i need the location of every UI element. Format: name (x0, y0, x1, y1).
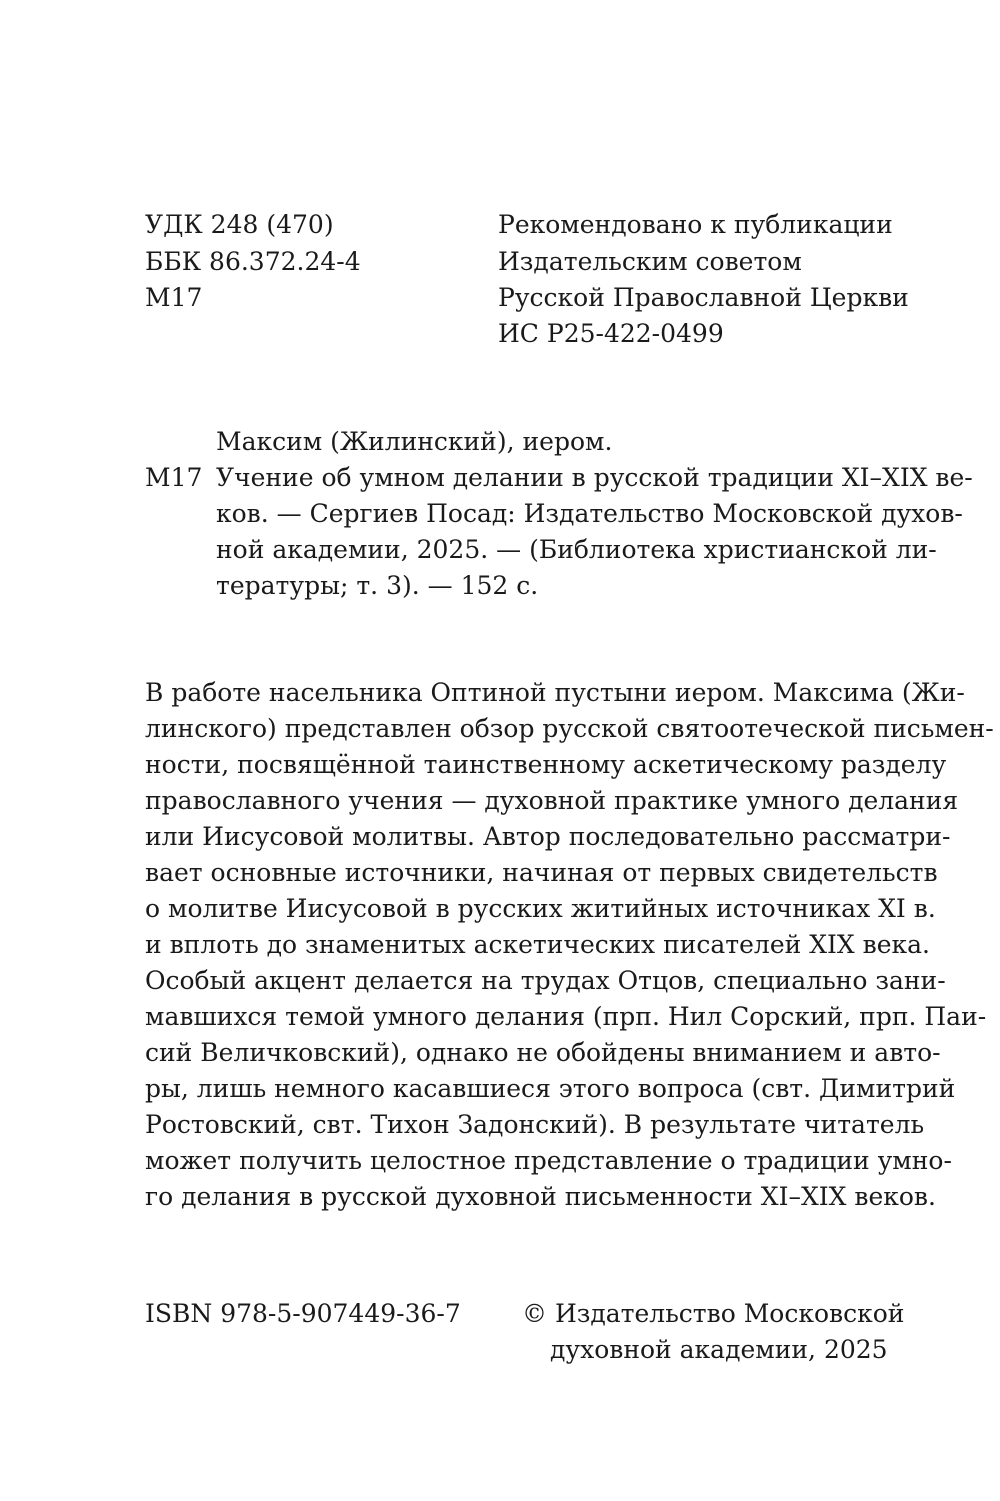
abstract-line: Ростовский, свт. Тихон Задонский). В результате читатель (145, 1110, 925, 1139)
recommendation-line-3: Русской Православной Церкви (498, 283, 909, 312)
abstract-line: ности, посвящённой таинственному аскетическому разделу (145, 750, 947, 779)
bbk-code: ББК 86.372.24-4 (145, 247, 361, 276)
udk-code: УДК 248 (470) (145, 210, 334, 239)
abstract-line: о молитве Иисусовой в русских житийных источниках XI в. (145, 894, 936, 923)
bib-author-line: Максим (Жилинский), иером. (216, 427, 613, 456)
recommendation-number: ИС Р25-422-0499 (498, 319, 724, 348)
abstract-line: может получить целостное представление о традиции умно- (145, 1146, 952, 1175)
author-mark: М17 (145, 283, 203, 312)
abstract-line: сий Величковский), однако не обойдены вниманием и авто- (145, 1038, 941, 1067)
abstract-line: православного учения — духовной практике умного делания (145, 786, 959, 815)
abstract-line: Особый акцент делается на трудах Отцов, специально зани- (145, 966, 946, 995)
abstract-line: и вплоть до знаменитых аскетических писателей XIX века. (145, 930, 930, 959)
abstract-line: мавшихся темой умного делания (прп. Нил Сорский, прп. Паи- (145, 1002, 987, 1031)
abstract-line: В работе насельника Оптиной пустыни иером. Максима (Жи- (145, 678, 965, 707)
bib-line-3: ной академии, 2025. — (Библиотека христианской ли- (216, 535, 937, 564)
abstract-line: ры, лишь немного касавшиеся этого вопроса (свт. Димитрий (145, 1074, 956, 1103)
isbn: ISBN 978-5-907449-36-7 (145, 1299, 461, 1328)
bib-line-4: тературы; т. 3). — 152 с. (216, 571, 539, 600)
abstract-line: или Иисусовой молитвы. Автор последовательно рассматри- (145, 822, 951, 851)
abstract-line: линского) представлен обзор русской святоотеческой письмен- (145, 714, 994, 743)
recommendation-line-2: Издательским советом (498, 247, 802, 276)
abstract-line: го делания в русской духовной письменности XI–XIX веков. (145, 1182, 936, 1211)
bib-line-2: ков. — Сергиев Посад: Издательство Московской духов- (216, 499, 963, 528)
bib-line-1: Учение об умном делании в русской традиции XI–XIX ве- (216, 463, 973, 492)
copyright-line-1: © Издательство Московской (522, 1299, 905, 1328)
bib-mark: М17 (145, 463, 203, 492)
copyright-line-2: духовной академии, 2025 (550, 1335, 888, 1364)
abstract-line: вает основные источники, начиная от первых свидетельств (145, 858, 938, 887)
recommendation-line-1: Рекомендовано к публикации (498, 210, 893, 239)
